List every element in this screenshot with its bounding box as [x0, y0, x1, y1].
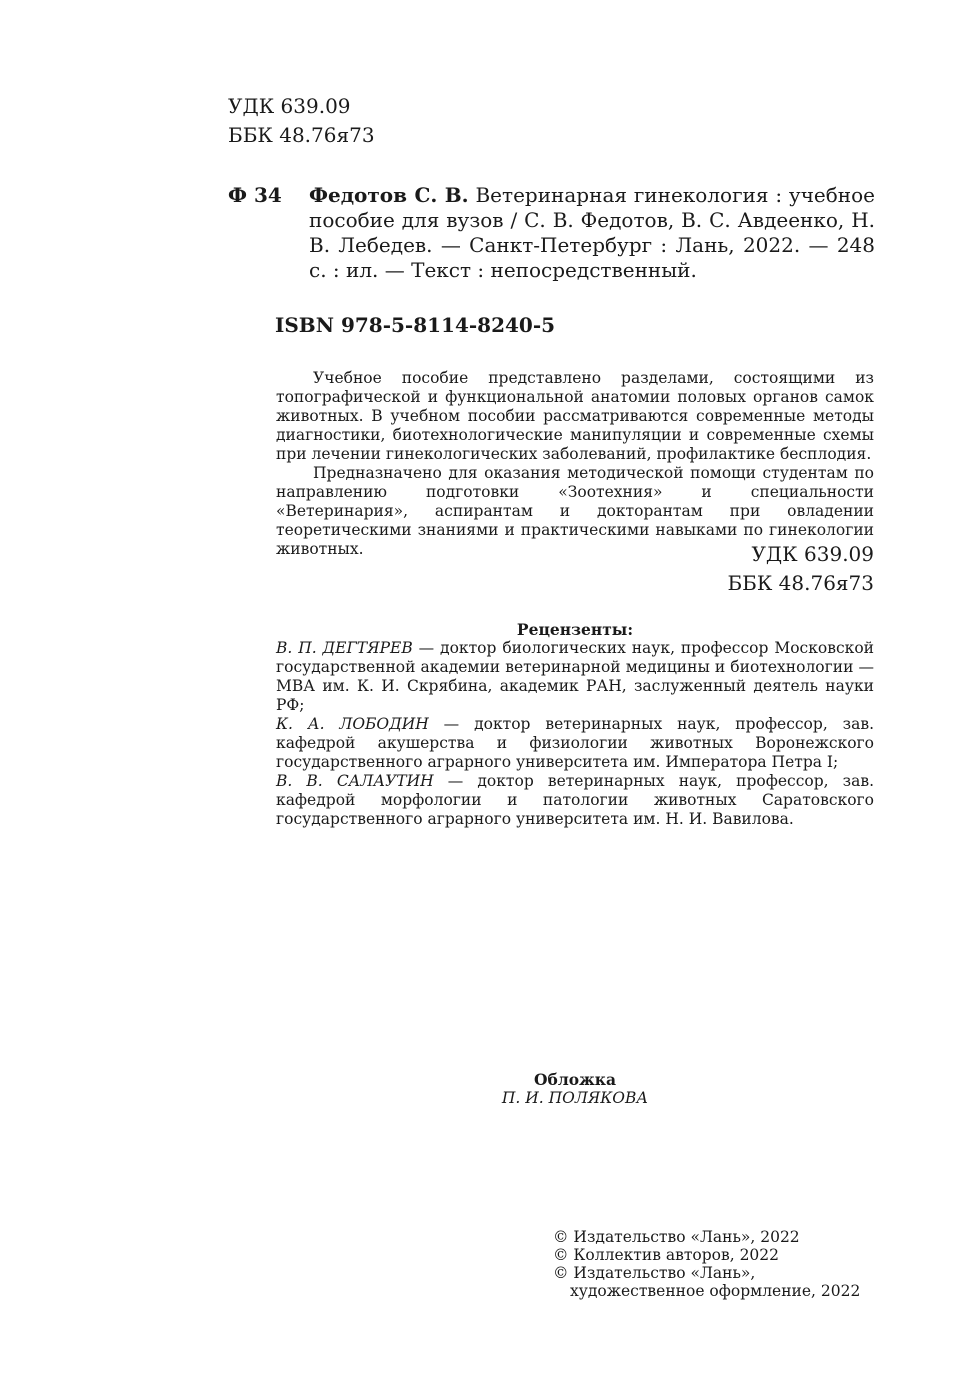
copyright-line: © Коллектив авторов, 2022 — [553, 1246, 780, 1264]
udk-code: УДК 639.09 — [228, 94, 351, 118]
annotation-paragraph: Предназначено для оказания методической помощи студентам по направлению подготовки «Зоотехния» и специальности «Ветеринария», аспирантам и докторантам при овладении теоретическими знаниями и практическими навыками по гинекологии животных. — [276, 464, 874, 558]
copyright-line: художественное оформление, 2022 — [570, 1282, 861, 1300]
udk-code: УДК 639.09 — [751, 542, 874, 566]
cover-credit — [276, 1071, 874, 1107]
reviewers-heading: Рецензенты: — [516, 620, 634, 639]
cover-artist: П. И. ПОЛЯКОВА — [501, 1089, 649, 1107]
reviewers-section — [276, 620, 874, 829]
copyright-line: © Издательство «Лань», 2022 — [553, 1228, 800, 1246]
author-mark: Ф 34 — [228, 183, 282, 207]
bibliographic-description — [309, 183, 875, 283]
cover-label: Обложка — [534, 1070, 616, 1089]
title-and-imprint: Ветеринарная гинекология : учебное пособие для вузов / С. В. Федотов, В. С. Авдеенко, Н. В. Лебедев. — Санкт-Петербург : Лань, 2022. — 248 с. : ил. — Текст : непосредственный. — [309, 183, 875, 282]
bbk-code: ББК 48.76я73 — [727, 571, 874, 595]
top-classification-codes — [228, 92, 375, 150]
bibliographic-entry — [228, 183, 875, 283]
reviewer-entry — [276, 715, 874, 772]
reviewer-name: В. П. ДЕГТЯРЕВ — [276, 639, 413, 657]
annotation-paragraph: Учебное пособие представлено разделами, состоящими из топографической и функциональной анатомии половых органов самок животных. В учебном пособии рассматриваются современные методы диагностики, биотехнологические манипуляции и современные схемы при лечении гинекологических заболеваний, профилактике бесплодия. — [276, 369, 874, 463]
reviewer-name: К. А. ЛОБОДИН — [276, 715, 429, 733]
reviewer-entry — [276, 639, 874, 715]
isbn: ISBN 978-5-8114-8240-5 — [275, 313, 556, 337]
annotation — [276, 369, 874, 559]
bbk-code: ББК 48.76я73 — [228, 123, 375, 147]
reviewer-entry — [276, 772, 874, 829]
reviewer-description: — доктор ветеринарных наук, профессор, зав. кафедрой акушерства и физиологии животных Воронежского государственного аграрного университета им. Императора Петра I; — [276, 715, 874, 771]
right-classification-codes — [727, 540, 874, 598]
reviewer-name: В. В. САЛАУТИН — [276, 772, 434, 790]
author-name: Федотов С. В. — [309, 183, 469, 207]
copyright-line: © Издательство «Лань», — [553, 1264, 756, 1282]
reviewer-description: — доктор биологических наук, профессор Московской государственной академии ветеринарной медицины и биотехнологии — МВА им. К. И. Скрябина, академик РАН, заслуженный деятель науки РФ; — [276, 639, 874, 714]
copyright-block — [553, 1228, 860, 1300]
reviewer-description: — доктор ветеринарных наук, профессор, зав. кафедрой морфологии и патологии животных Саратовского государственного аграрного университета им. Н. И. Вавилова. — [276, 772, 874, 828]
